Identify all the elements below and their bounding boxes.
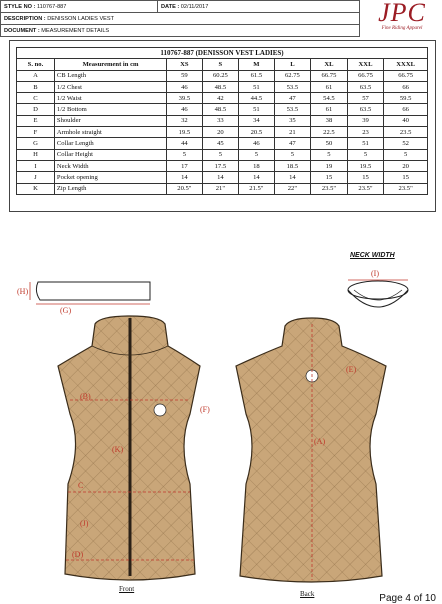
table-cell: 18 bbox=[239, 160, 274, 171]
table-row bbox=[17, 138, 428, 149]
document-cell: DOCUMENT : MEASUREMENT DETAILS bbox=[1, 25, 360, 37]
brand-logo bbox=[362, 0, 442, 36]
table-cell: 42 bbox=[202, 93, 239, 104]
table-cell: 66.75 bbox=[347, 70, 384, 81]
table-cell: 48.5 bbox=[202, 104, 239, 115]
column-header: M bbox=[239, 59, 274, 70]
table-cell: 46 bbox=[167, 81, 202, 92]
label-j: (J) bbox=[80, 519, 89, 528]
table-cell: 14 bbox=[167, 172, 202, 183]
table-row bbox=[17, 172, 428, 183]
table-cell: 34 bbox=[239, 115, 274, 126]
label-i: (I) bbox=[371, 269, 379, 278]
table-cell: 21" bbox=[202, 183, 239, 194]
table-cell: 5 bbox=[274, 149, 311, 160]
table-cell: Shoulder bbox=[54, 115, 166, 126]
table-row bbox=[17, 104, 428, 115]
label-c: C bbox=[78, 481, 84, 490]
table-row bbox=[17, 115, 428, 126]
table-cell: 15 bbox=[384, 172, 428, 183]
column-header: S. no. bbox=[17, 59, 55, 70]
header-table bbox=[0, 0, 360, 37]
measurement-table-frame bbox=[9, 40, 436, 212]
table-cell: 22.5 bbox=[311, 127, 348, 138]
table-cell: 35 bbox=[274, 115, 311, 126]
table-cell: D bbox=[17, 104, 55, 115]
table-row bbox=[17, 183, 428, 194]
table-cell: 66 bbox=[384, 81, 428, 92]
table-cell: 44.5 bbox=[239, 93, 274, 104]
table-cell: 53.5 bbox=[274, 104, 311, 115]
column-header: L bbox=[274, 59, 311, 70]
table-cell: 33 bbox=[202, 115, 239, 126]
table-cell: 59 bbox=[167, 70, 202, 81]
table-cell: 44 bbox=[167, 138, 202, 149]
table-cell: 61 bbox=[311, 104, 348, 115]
table-cell: 14 bbox=[239, 172, 274, 183]
table-row bbox=[17, 160, 428, 171]
table-cell: 66.75 bbox=[384, 70, 428, 81]
table-cell: CB Length bbox=[54, 70, 166, 81]
table-cell: 20.5 bbox=[239, 127, 274, 138]
table-cell: 62.75 bbox=[274, 70, 311, 81]
table-cell: 5 bbox=[311, 149, 348, 160]
table-row bbox=[17, 70, 428, 81]
table-cell: B bbox=[17, 81, 55, 92]
table-cell: 5 bbox=[167, 149, 202, 160]
date-cell: DATE : 02/11/2017 bbox=[158, 1, 360, 13]
table-cell: Pocket opening bbox=[54, 172, 166, 183]
table-cell: 51 bbox=[239, 81, 274, 92]
label-a: (A) bbox=[314, 437, 326, 446]
table-cell: 63.5 bbox=[347, 104, 384, 115]
table-cell: 53.5 bbox=[274, 81, 311, 92]
table-cell: 20 bbox=[384, 160, 428, 171]
table-cell: 40 bbox=[384, 115, 428, 126]
back-caption: Back bbox=[300, 590, 315, 598]
table-row bbox=[17, 93, 428, 104]
table-cell: 60.25 bbox=[202, 70, 239, 81]
table-cell: 50 bbox=[311, 138, 348, 149]
table-cell: 61.5 bbox=[239, 70, 274, 81]
table-cell: 66.75 bbox=[311, 70, 348, 81]
column-header: XXXL bbox=[384, 59, 428, 70]
table-cell: 15 bbox=[311, 172, 348, 183]
table-cell: 61 bbox=[311, 81, 348, 92]
label-k: (K) bbox=[112, 445, 124, 454]
table-cell: 47 bbox=[274, 138, 311, 149]
table-row bbox=[17, 127, 428, 138]
table-cell: 17.5 bbox=[202, 160, 239, 171]
collar-sketch bbox=[30, 282, 150, 304]
table-cell: 51 bbox=[347, 138, 384, 149]
table-cell: Armhole straight bbox=[54, 127, 166, 138]
page-number: Page 4 of 10 bbox=[379, 593, 436, 604]
table-cell: Neck Width bbox=[54, 160, 166, 171]
table-row bbox=[17, 81, 428, 92]
label-g: (G) bbox=[60, 306, 72, 315]
table-cell: 45 bbox=[202, 138, 239, 149]
neck-width-sketch bbox=[348, 280, 408, 307]
table-cell: 15 bbox=[347, 172, 384, 183]
table-cell: H bbox=[17, 149, 55, 160]
table-cell: 52 bbox=[384, 138, 428, 149]
neck-width-title: NECK WIDTH bbox=[350, 252, 395, 259]
table-cell: 1/2 Waist bbox=[54, 93, 166, 104]
table-cell: 63.5 bbox=[347, 81, 384, 92]
table-cell: G bbox=[17, 138, 55, 149]
table-title: 110767-887 (DENISSON VEST LADIES) bbox=[17, 48, 428, 59]
description-cell: DESCRIPTION : DENISSON LADIES VEST bbox=[1, 13, 360, 25]
table-cell: 46 bbox=[239, 138, 274, 149]
table-cell: J bbox=[17, 172, 55, 183]
table-cell: 39 bbox=[347, 115, 384, 126]
table-cell: 14 bbox=[202, 172, 239, 183]
table-cell: 38 bbox=[311, 115, 348, 126]
label-e: (E) bbox=[346, 365, 357, 374]
table-cell: A bbox=[17, 70, 55, 81]
table-cell: Collar Height bbox=[54, 149, 166, 160]
column-header: XS bbox=[167, 59, 202, 70]
label-b: (B) bbox=[80, 392, 91, 401]
logo-tagline: Fine Riding Apparel bbox=[381, 26, 423, 31]
table-cell: 5 bbox=[239, 149, 274, 160]
table-cell: 48.5 bbox=[202, 81, 239, 92]
front-caption: Front bbox=[119, 585, 135, 593]
table-cell: 22" bbox=[274, 183, 311, 194]
table-cell: 23.5 bbox=[384, 127, 428, 138]
table-cell: Collar Length bbox=[54, 138, 166, 149]
table-cell: 20 bbox=[202, 127, 239, 138]
measurement-table bbox=[16, 47, 428, 195]
table-cell: 54.5 bbox=[311, 93, 348, 104]
column-header: XL bbox=[311, 59, 348, 70]
table-cell: 1/2 Bottom bbox=[54, 104, 166, 115]
table-cell: 39.5 bbox=[167, 93, 202, 104]
table-cell: 51 bbox=[239, 104, 274, 115]
table-cell: 14 bbox=[274, 172, 311, 183]
column-header: S bbox=[202, 59, 239, 70]
table-cell: Zip Length bbox=[54, 183, 166, 194]
table-cell: 5 bbox=[384, 149, 428, 160]
front-vest bbox=[58, 316, 200, 580]
table-cell: F bbox=[17, 127, 55, 138]
vest-diagram bbox=[0, 214, 442, 604]
table-cell: 57 bbox=[347, 93, 384, 104]
table-cell: E bbox=[17, 115, 55, 126]
table-row bbox=[17, 149, 428, 160]
table-cell: 23 bbox=[347, 127, 384, 138]
table-cell: 59.5 bbox=[384, 93, 428, 104]
table-cell: 18.5 bbox=[274, 160, 311, 171]
table-cell: 47 bbox=[274, 93, 311, 104]
table-cell: 32 bbox=[167, 115, 202, 126]
table-cell: 19 bbox=[311, 160, 348, 171]
table-cell: 23.5" bbox=[311, 183, 348, 194]
table-cell: 5 bbox=[202, 149, 239, 160]
table-cell: 19.5 bbox=[347, 160, 384, 171]
back-vest bbox=[236, 318, 386, 582]
table-cell: 46 bbox=[167, 104, 202, 115]
table-cell: 5 bbox=[347, 149, 384, 160]
label-f: (F) bbox=[200, 405, 210, 414]
style-cell: STYLE NO : 110767-887 bbox=[1, 1, 158, 13]
label-d: (D) bbox=[72, 550, 84, 559]
table-cell: K bbox=[17, 183, 55, 194]
table-header-row bbox=[17, 59, 428, 70]
table-cell: C bbox=[17, 93, 55, 104]
column-header: XXL bbox=[347, 59, 384, 70]
table-cell: 66 bbox=[384, 104, 428, 115]
label-h: (H) bbox=[17, 287, 29, 296]
table-cell: 23.5" bbox=[384, 183, 428, 194]
table-cell: 1/2 Chest bbox=[54, 81, 166, 92]
table-cell: 23.5" bbox=[347, 183, 384, 194]
table-cell: 17 bbox=[167, 160, 202, 171]
table-cell: 19.5 bbox=[167, 127, 202, 138]
table-cell: I bbox=[17, 160, 55, 171]
logo-mark: JPC bbox=[378, 0, 426, 27]
column-header: Measurement in cm bbox=[54, 59, 166, 70]
table-cell: 20.5" bbox=[167, 183, 202, 194]
table-cell: 21 bbox=[274, 127, 311, 138]
table-cell: 21.5" bbox=[239, 183, 274, 194]
